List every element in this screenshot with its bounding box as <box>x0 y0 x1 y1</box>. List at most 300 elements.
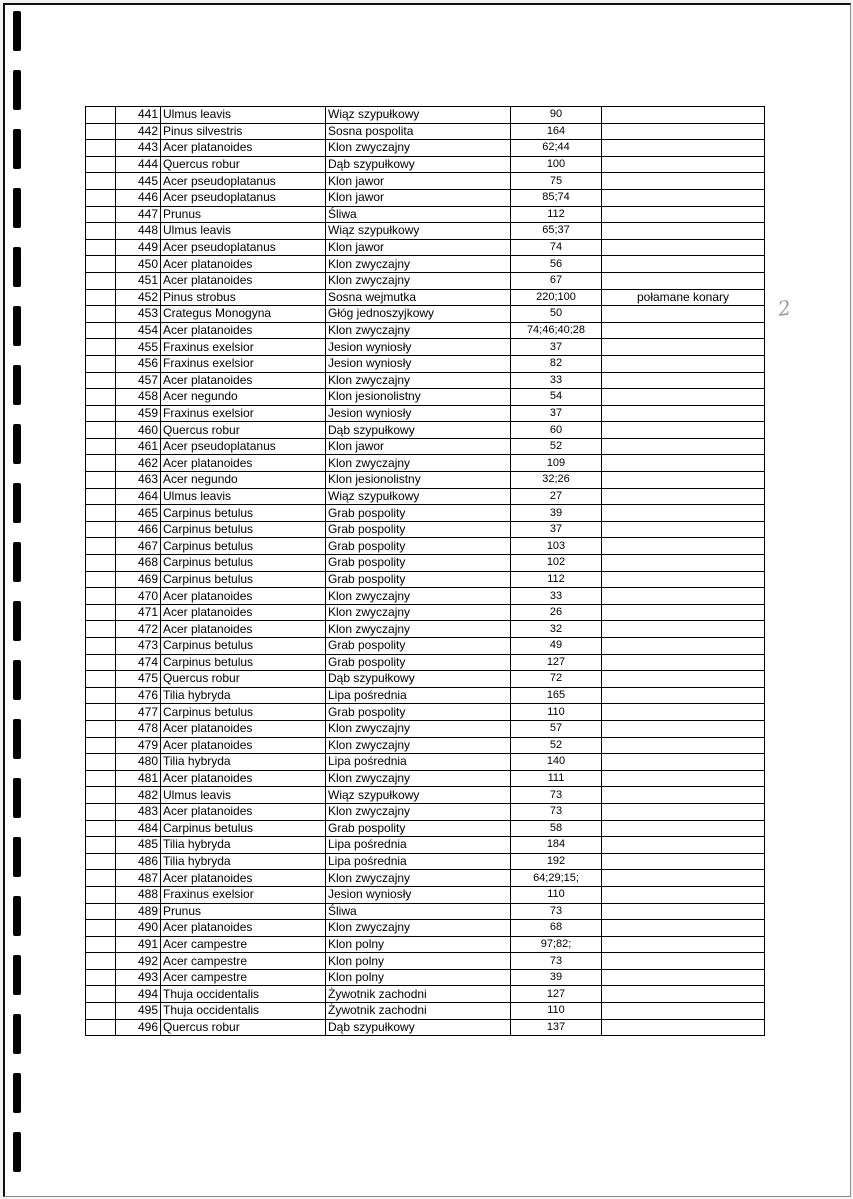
latin-name-cell: Carpinus betulus <box>161 538 326 555</box>
table-row <box>86 720 765 737</box>
latin-name-cell: Carpinus betulus <box>161 638 326 655</box>
blank-cell <box>86 687 116 704</box>
remarks-cell <box>602 886 765 903</box>
remarks-cell <box>602 870 765 887</box>
remarks-cell <box>602 638 765 655</box>
remarks-cell <box>602 438 765 455</box>
remarks-cell <box>602 206 765 223</box>
tree-number-cell: 492 <box>116 953 161 970</box>
remarks-cell <box>602 588 765 605</box>
binder-mark <box>13 1014 21 1054</box>
binder-mark <box>13 1073 21 1113</box>
table-row <box>86 687 765 704</box>
blank-cell <box>86 621 116 638</box>
remarks-cell <box>602 687 765 704</box>
binder-mark <box>13 365 21 405</box>
blank-cell <box>86 1019 116 1036</box>
tree-number-cell: 456 <box>116 355 161 372</box>
remarks-cell: połamane konary <box>602 289 765 306</box>
tree-number-cell: 461 <box>116 438 161 455</box>
circumference-cell: 62;44 <box>511 140 602 157</box>
blank-cell <box>86 505 116 522</box>
blank-cell <box>86 638 116 655</box>
polish-name-cell: Klon zwyczajny <box>326 803 511 820</box>
binder-mark <box>13 11 21 51</box>
tree-number-cell: 454 <box>116 322 161 339</box>
latin-name-cell: Carpinus betulus <box>161 571 326 588</box>
blank-cell <box>86 173 116 190</box>
polish-name-cell: Jesion wyniosły <box>326 355 511 372</box>
tree-number-cell: 495 <box>116 1003 161 1020</box>
table-row <box>86 272 765 289</box>
binder-mark <box>13 306 21 346</box>
latin-name-cell: Acer platanoides <box>161 588 326 605</box>
circumference-cell: 72 <box>511 671 602 688</box>
blank-cell <box>86 1003 116 1020</box>
polish-name-cell: Klon jawor <box>326 189 511 206</box>
latin-name-cell: Carpinus betulus <box>161 555 326 572</box>
blank-cell <box>86 189 116 206</box>
latin-name-cell: Carpinus betulus <box>161 820 326 837</box>
blank-cell <box>86 306 116 323</box>
latin-name-cell: Pinus strobus <box>161 289 326 306</box>
circumference-cell: 52 <box>511 438 602 455</box>
circumference-cell: 112 <box>511 571 602 588</box>
circumference-cell: 64;29;15; <box>511 870 602 887</box>
blank-cell <box>86 969 116 986</box>
remarks-cell <box>602 239 765 256</box>
table-row <box>86 754 765 771</box>
remarks-cell <box>602 488 765 505</box>
tree-number-cell: 462 <box>116 455 161 472</box>
circumference-cell: 65;37 <box>511 223 602 240</box>
blank-cell <box>86 521 116 538</box>
polish-name-cell: Klon zwyczajny <box>326 870 511 887</box>
circumference-cell: 26 <box>511 604 602 621</box>
polish-name-cell: Lipa pośrednia <box>326 687 511 704</box>
remarks-cell <box>602 820 765 837</box>
table-row <box>86 704 765 721</box>
table-row <box>86 322 765 339</box>
table-row <box>86 837 765 854</box>
polish-name-cell: Klon zwyczajny <box>326 140 511 157</box>
binder-mark <box>13 188 21 228</box>
table-row <box>86 671 765 688</box>
tree-number-cell: 449 <box>116 239 161 256</box>
tree-number-cell: 473 <box>116 638 161 655</box>
latin-name-cell: Acer negundo <box>161 472 326 489</box>
polish-name-cell: Dąb szypułkowy <box>326 1019 511 1036</box>
tree-number-cell: 476 <box>116 687 161 704</box>
latin-name-cell: Acer platanoides <box>161 604 326 621</box>
polish-name-cell: Klon zwyczajny <box>326 322 511 339</box>
table-row <box>86 140 765 157</box>
latin-name-cell: Fraxinus exelsior <box>161 886 326 903</box>
circumference-cell: 39 <box>511 505 602 522</box>
remarks-cell <box>602 405 765 422</box>
polish-name-cell: Lipa pośrednia <box>326 837 511 854</box>
latin-name-cell: Tilia hybryda <box>161 687 326 704</box>
remarks-cell <box>602 936 765 953</box>
table-row <box>86 555 765 572</box>
latin-name-cell: Quercus robur <box>161 422 326 439</box>
circumference-cell: 32 <box>511 621 602 638</box>
latin-name-cell: Acer platanoides <box>161 770 326 787</box>
binder-mark <box>13 601 21 641</box>
polish-name-cell: Sosna wejmutka <box>326 289 511 306</box>
remarks-cell <box>602 770 765 787</box>
table-row <box>86 223 765 240</box>
binder-mark <box>13 719 21 759</box>
tree-number-cell: 455 <box>116 339 161 356</box>
remarks-cell <box>602 986 765 1003</box>
remarks-cell <box>602 389 765 406</box>
polish-name-cell: Klon jawor <box>326 239 511 256</box>
table-row <box>86 853 765 870</box>
circumference-cell: 33 <box>511 372 602 389</box>
polish-name-cell: Klon zwyczajny <box>326 920 511 937</box>
circumference-cell: 85;74 <box>511 189 602 206</box>
latin-name-cell: Acer platanoides <box>161 256 326 273</box>
circumference-cell: 73 <box>511 803 602 820</box>
circumference-cell: 100 <box>511 156 602 173</box>
blank-cell <box>86 654 116 671</box>
circumference-cell: 127 <box>511 654 602 671</box>
table-row <box>86 372 765 389</box>
circumference-cell: 37 <box>511 339 602 356</box>
circumference-cell: 109 <box>511 455 602 472</box>
binder-mark <box>13 424 21 464</box>
latin-name-cell: Ulmus leavis <box>161 488 326 505</box>
tree-number-cell: 444 <box>116 156 161 173</box>
tree-number-cell: 488 <box>116 886 161 903</box>
blank-cell <box>86 870 116 887</box>
blank-cell <box>86 837 116 854</box>
circumference-cell: 192 <box>511 853 602 870</box>
tree-number-cell: 474 <box>116 654 161 671</box>
polish-name-cell: Wiąz szypułkowy <box>326 787 511 804</box>
blank-cell <box>86 472 116 489</box>
polish-name-cell: Grab pospolity <box>326 555 511 572</box>
handwritten-margin-note: 2 <box>776 295 793 321</box>
circumference-cell: 32;26 <box>511 472 602 489</box>
remarks-cell <box>602 521 765 538</box>
remarks-cell <box>602 953 765 970</box>
blank-cell <box>86 422 116 439</box>
table-row <box>86 969 765 986</box>
tree-number-cell: 494 <box>116 986 161 1003</box>
remarks-cell <box>602 903 765 920</box>
polish-name-cell: Grab pospolity <box>326 638 511 655</box>
tree-number-cell: 446 <box>116 189 161 206</box>
blank-cell <box>86 372 116 389</box>
tree-number-cell: 459 <box>116 405 161 422</box>
remarks-cell <box>602 803 765 820</box>
tree-number-cell: 496 <box>116 1019 161 1036</box>
tree-number-cell: 467 <box>116 538 161 555</box>
remarks-cell <box>602 837 765 854</box>
tree-number-cell: 479 <box>116 737 161 754</box>
latin-name-cell: Tilia hybryda <box>161 853 326 870</box>
polish-name-cell: Śliwa <box>326 206 511 223</box>
remarks-cell <box>602 720 765 737</box>
tree-number-cell: 478 <box>116 720 161 737</box>
tree-number-cell: 472 <box>116 621 161 638</box>
remarks-cell <box>602 505 765 522</box>
tree-number-cell: 477 <box>116 704 161 721</box>
remarks-cell <box>602 704 765 721</box>
binder-mark <box>13 778 21 818</box>
tree-number-cell: 463 <box>116 472 161 489</box>
table-row <box>86 405 765 422</box>
latin-name-cell: Fraxinus exelsior <box>161 405 326 422</box>
polish-name-cell: Wiąz szypułkowy <box>326 223 511 240</box>
latin-name-cell: Acer pseudoplatanus <box>161 173 326 190</box>
latin-name-cell: Acer platanoides <box>161 322 326 339</box>
latin-name-cell: Acer platanoides <box>161 372 326 389</box>
table-row <box>86 953 765 970</box>
blank-cell <box>86 853 116 870</box>
blank-cell <box>86 555 116 572</box>
table-row <box>86 1019 765 1036</box>
circumference-cell: 111 <box>511 770 602 787</box>
remarks-cell <box>602 339 765 356</box>
binder-holes <box>13 5 23 1196</box>
blank-cell <box>86 438 116 455</box>
table-row <box>86 173 765 190</box>
latin-name-cell: Carpinus betulus <box>161 505 326 522</box>
remarks-cell <box>602 189 765 206</box>
blank-cell <box>86 107 116 124</box>
remarks-cell <box>602 472 765 489</box>
tree-number-cell: 442 <box>116 123 161 140</box>
blank-cell <box>86 339 116 356</box>
table-row <box>86 306 765 323</box>
blank-cell <box>86 239 116 256</box>
latin-name-cell: Pinus silvestris <box>161 123 326 140</box>
polish-name-cell: Klon jesionolistny <box>326 472 511 489</box>
blank-cell <box>86 720 116 737</box>
polish-name-cell: Klon zwyczajny <box>326 272 511 289</box>
remarks-cell <box>602 156 765 173</box>
polish-name-cell: Grab pospolity <box>326 521 511 538</box>
latin-name-cell: Acer platanoides <box>161 720 326 737</box>
circumference-cell: 49 <box>511 638 602 655</box>
blank-cell <box>86 389 116 406</box>
circumference-cell: 39 <box>511 969 602 986</box>
polish-name-cell: Dąb szypułkowy <box>326 422 511 439</box>
remarks-cell <box>602 920 765 937</box>
remarks-cell <box>602 140 765 157</box>
circumference-cell: 50 <box>511 306 602 323</box>
circumference-cell: 27 <box>511 488 602 505</box>
latin-name-cell: Thuja occidentalis <box>161 986 326 1003</box>
remarks-cell <box>602 455 765 472</box>
tree-number-cell: 489 <box>116 903 161 920</box>
polish-name-cell: Klon zwyczajny <box>326 737 511 754</box>
tree-number-cell: 443 <box>116 140 161 157</box>
tree-number-cell: 445 <box>116 173 161 190</box>
table-row <box>86 107 765 124</box>
latin-name-cell: Acer platanoides <box>161 870 326 887</box>
latin-name-cell: Acer platanoides <box>161 920 326 937</box>
latin-name-cell: Crategus Monogyna <box>161 306 326 323</box>
remarks-cell <box>602 754 765 771</box>
remarks-cell <box>602 969 765 986</box>
blank-cell <box>86 538 116 555</box>
circumference-cell: 33 <box>511 588 602 605</box>
table-row <box>86 355 765 372</box>
table-row <box>86 239 765 256</box>
tree-inventory-table <box>85 106 765 1036</box>
tree-number-cell: 475 <box>116 671 161 688</box>
blank-cell <box>86 488 116 505</box>
blank-cell <box>86 571 116 588</box>
table-row <box>86 472 765 489</box>
table-row <box>86 770 765 787</box>
table-row <box>86 870 765 887</box>
binder-mark <box>13 129 21 169</box>
circumference-cell: 54 <box>511 389 602 406</box>
blank-cell <box>86 704 116 721</box>
binder-mark <box>13 955 21 995</box>
polish-name-cell: Jesion wyniosły <box>326 405 511 422</box>
tree-number-cell: 468 <box>116 555 161 572</box>
table-row <box>86 422 765 439</box>
table-row <box>86 936 765 953</box>
latin-name-cell: Fraxinus exelsior <box>161 355 326 372</box>
binder-mark <box>13 896 21 936</box>
blank-cell <box>86 223 116 240</box>
blank-cell <box>86 272 116 289</box>
binder-mark <box>13 70 21 110</box>
polish-name-cell: Klon zwyczajny <box>326 588 511 605</box>
blank-cell <box>86 903 116 920</box>
table-row <box>86 521 765 538</box>
latin-name-cell: Quercus robur <box>161 671 326 688</box>
polish-name-cell: Jesion wyniosły <box>326 886 511 903</box>
circumference-cell: 56 <box>511 256 602 273</box>
circumference-cell: 73 <box>511 903 602 920</box>
table-row <box>86 156 765 173</box>
latin-name-cell: Acer pseudoplatanus <box>161 189 326 206</box>
remarks-cell <box>602 173 765 190</box>
circumference-cell: 103 <box>511 538 602 555</box>
latin-name-cell: Tilia hybryda <box>161 837 326 854</box>
table-row <box>86 339 765 356</box>
table-row <box>86 389 765 406</box>
circumference-cell: 137 <box>511 1019 602 1036</box>
binder-mark <box>13 483 21 523</box>
blank-cell <box>86 123 116 140</box>
polish-name-cell: Lipa pośrednia <box>326 754 511 771</box>
table-row <box>86 571 765 588</box>
blank-cell <box>86 770 116 787</box>
tree-number-cell: 471 <box>116 604 161 621</box>
remarks-cell <box>602 671 765 688</box>
polish-name-cell: Klon polny <box>326 936 511 953</box>
remarks-cell <box>602 372 765 389</box>
tree-number-cell: 464 <box>116 488 161 505</box>
circumference-cell: 60 <box>511 422 602 439</box>
circumference-cell: 110 <box>511 704 602 721</box>
polish-name-cell: Klon zwyczajny <box>326 621 511 638</box>
tree-number-cell: 448 <box>116 223 161 240</box>
table-row <box>86 189 765 206</box>
circumference-cell: 58 <box>511 820 602 837</box>
latin-name-cell: Tilia hybryda <box>161 754 326 771</box>
latin-name-cell: Thuja occidentalis <box>161 1003 326 1020</box>
blank-cell <box>86 671 116 688</box>
blank-cell <box>86 140 116 157</box>
latin-name-cell: Prunus <box>161 903 326 920</box>
circumference-cell: 112 <box>511 206 602 223</box>
tree-number-cell: 465 <box>116 505 161 522</box>
latin-name-cell: Acer platanoides <box>161 455 326 472</box>
circumference-cell: 164 <box>511 123 602 140</box>
latin-name-cell: Acer campestre <box>161 936 326 953</box>
table-row <box>86 654 765 671</box>
polish-name-cell: Grab pospolity <box>326 571 511 588</box>
table-row <box>86 903 765 920</box>
latin-name-cell: Quercus robur <box>161 156 326 173</box>
polish-name-cell: Wiąz szypułkowy <box>326 488 511 505</box>
table-row <box>86 621 765 638</box>
blank-cell <box>86 737 116 754</box>
circumference-cell: 74;46;40;28 <box>511 322 602 339</box>
tree-number-cell: 491 <box>116 936 161 953</box>
latin-name-cell: Carpinus betulus <box>161 654 326 671</box>
polish-name-cell: Grab pospolity <box>326 704 511 721</box>
tree-number-cell: 490 <box>116 920 161 937</box>
tree-number-cell: 486 <box>116 853 161 870</box>
table-row <box>86 638 765 655</box>
latin-name-cell: Prunus <box>161 206 326 223</box>
remarks-cell <box>602 272 765 289</box>
circumference-cell: 75 <box>511 173 602 190</box>
tree-number-cell: 470 <box>116 588 161 605</box>
circumference-cell: 37 <box>511 405 602 422</box>
circumference-cell: 110 <box>511 1003 602 1020</box>
table-row <box>86 886 765 903</box>
blank-cell <box>86 803 116 820</box>
table-row <box>86 538 765 555</box>
blank-cell <box>86 455 116 472</box>
tree-number-cell: 457 <box>116 372 161 389</box>
circumference-cell: 140 <box>511 754 602 771</box>
tree-number-cell: 447 <box>116 206 161 223</box>
polish-name-cell: Klon jawor <box>326 438 511 455</box>
latin-name-cell: Acer platanoides <box>161 140 326 157</box>
latin-name-cell: Ulmus leavis <box>161 223 326 240</box>
polish-name-cell: Klon jawor <box>326 173 511 190</box>
latin-name-cell: Acer platanoides <box>161 621 326 638</box>
latin-name-cell: Ulmus leavis <box>161 107 326 124</box>
document-page <box>3 3 851 1197</box>
circumference-cell: 73 <box>511 953 602 970</box>
circumference-cell: 68 <box>511 920 602 937</box>
polish-name-cell: Lipa pośrednia <box>326 853 511 870</box>
tree-number-cell: 458 <box>116 389 161 406</box>
tree-number-cell: 460 <box>116 422 161 439</box>
tree-number-cell: 493 <box>116 969 161 986</box>
tree-number-cell: 466 <box>116 521 161 538</box>
tree-number-cell: 487 <box>116 870 161 887</box>
circumference-cell: 97;82; <box>511 936 602 953</box>
latin-name-cell: Acer pseudoplatanus <box>161 239 326 256</box>
remarks-cell <box>602 256 765 273</box>
binder-mark <box>13 1132 21 1172</box>
